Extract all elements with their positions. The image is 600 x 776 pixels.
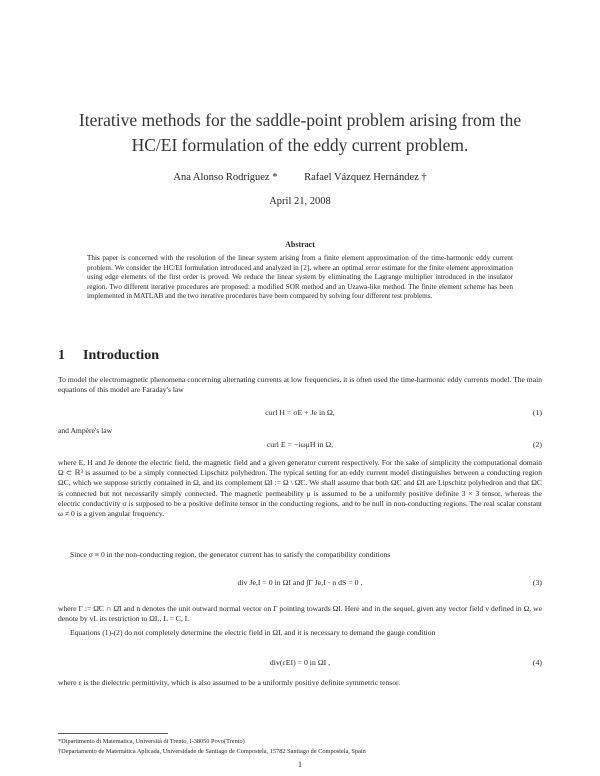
paragraph-2: and Ampère's law — [58, 426, 113, 435]
equation-1-number: (1) — [532, 408, 542, 417]
abstract-heading: Abstract — [285, 240, 315, 249]
title-line-2: HC/EI formulation of the eddy current problem. — [131, 135, 469, 155]
equation-3-body: div Je,I = 0 in ΩI and ∫Γ Je,I · n dS = 0 , — [237, 578, 363, 587]
paragraph-4: Since σ ≡ 0 in the non-conducting region, the generator current has to satisfy the compatibility conditions — [70, 550, 391, 559]
authors — [0, 172, 600, 183]
section-heading — [58, 348, 159, 364]
paragraph-6: Equations (1)-(2) do not completely determine the electric field in ΩI, and it is necessary to demand the gauge condition — [70, 628, 436, 637]
date: April 21, 2008 — [269, 196, 331, 207]
paragraph-5: where Γ := Ω̄C ∩ Ω̄I and n denotes the unit outward normal vector on Γ pointing towards ΩI. Here and in the sequel, given any vector field v defined in Ω, we denote by vL its restriction to ΩL, L = C, I. — [58, 604, 542, 624]
equation-4-number: (4) — [532, 658, 542, 667]
page-number: 1 — [298, 760, 302, 769]
section-title: Introduction — [83, 348, 159, 363]
footnote-rule — [58, 733, 168, 734]
footnote-2: †Departamento de Matemática Aplicada, Universidade de Santiago de Compostela, 15782 Santiago de Compostela, Spain — [58, 748, 366, 755]
paragraph-1: To model the electromagnetic phenomena concerning alternating currents at low frequencies, it is often used the time-harmonic eddy currents model. The main equations of this model are Faraday's law — [58, 375, 542, 395]
author-2: Rafael Vázquez Hernández † — [304, 172, 427, 183]
paper-title — [0, 108, 600, 158]
author-1: Ana Alonso Rodríguez * — [173, 172, 278, 183]
equation-1-body: curl H = σE + Je in Ω, — [265, 408, 335, 417]
title-line-1: Iterative methods for the saddle-point problem arising from the — [78, 110, 522, 130]
equation-2-body: curl E = −iωμH in Ω, — [266, 440, 334, 449]
paragraph-3: where E, H and Je denote the electric field, the magnetic field and a given generator current respectively. For the sake of simplicity the computational domain Ω ⊂ ℝ³ is assumed to be a simply connected Lipschitz polyhedron. The typical setting for an eddy current model distinguishes between a conducting region ΩC, which we suppose strictly contained in Ω, and its complement ΩI := Ω \ Ω̄C. We shall assume that both ΩC and ΩI are Lipschitz polyhedron and that ΩC is connected but not necessarily simply connected. The magnetic permeability μ is assumed to be a uniformly positive definite 3 × 3 tensor, whereas the electric conductivity σ is supposed to be a positive definite tensor in the conducting regions, and to be null in non-conducting regions. The real scalar constant ω ≠ 0 is a given angular frequency. — [58, 458, 542, 519]
section-number: 1 — [58, 348, 65, 363]
equation-3-number: (3) — [532, 578, 542, 587]
abstract-text: This paper is concerned with the resolution of the linear system arising from a finite element approximation of the time-harmonic eddy current problem. We consider the HC/EI formulation introduced and analyzed in [2], where an optimal error estimate for the finite element approximation using edge elements of the first order is proved. We reduce the linear system by eliminating the Lagrange multiplier introduced in the insulator region. Two different iterative procedures are proposed: a modified SOR method and an Uzawa-like method. The finite element scheme has been implemented in MATLAB and the two iterative procedures have been compared by solving four different test problems. — [87, 254, 513, 301]
equation-2-number: (2) — [532, 440, 542, 449]
paragraph-7: where ε is the dielectric permittivity, which is also assumed to be a uniformly positive definite symmetric tensor. — [58, 678, 401, 687]
equation-4-body: div(εEI) = 0 in ΩI , — [269, 658, 331, 667]
footnote-1: *Dipartimento di Matematica, Università di Trento, I-38050 Povo(Trento) — [58, 738, 245, 745]
